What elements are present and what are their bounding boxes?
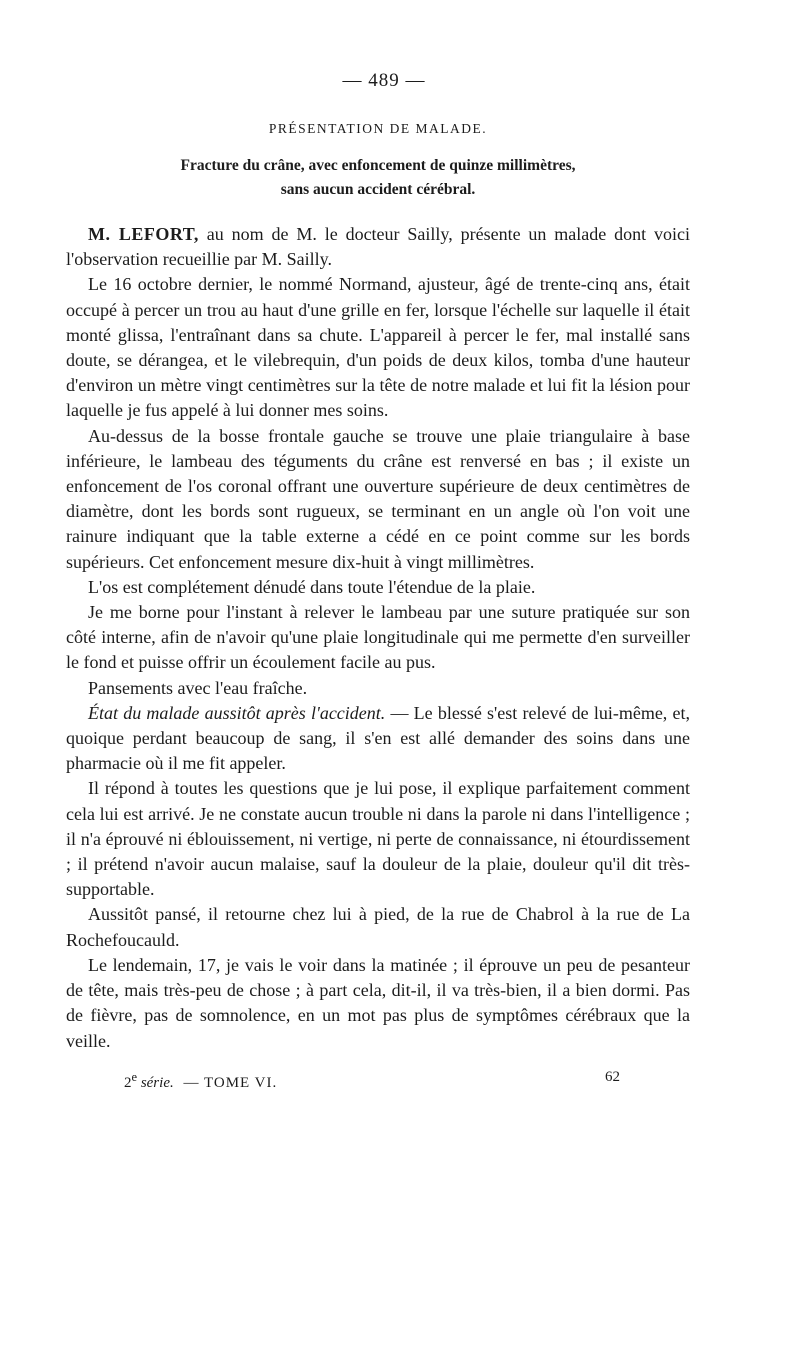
paragraph-1 (66, 222, 690, 272)
series-label (124, 1066, 277, 1094)
paragraph-8: Il répond à toutes les questions que je lui pose, il explique parfaitement comment cela lui est arrivé. Je ne constate aucun trouble ni dans la parole ni dans l'intelligence ; il n'a éprouvé ni éblouissement, ni vertige, ni perte de connaissance, ni étourdissement ; il prétend n'avoir aucun malaise, sauf la douleur de la plaie, douleur qu'il dit très-supportable. (66, 778, 690, 900)
paragraph-7 (66, 701, 690, 777)
section-heading: PRÉSENTATION DE MALADE. (268, 121, 488, 136)
article-title-line-1: Fracture du crâne, avec enfoncement de quinze millimètres, (180, 157, 576, 174)
article-title-line-2: sans aucun accident cérébral. (280, 181, 476, 198)
paragraph-9: Aussitôt pansé, il retourne chez lui à pied, de la rue de Chabrol à la rue de La Rochefoucauld. (66, 904, 690, 950)
article-title (66, 154, 690, 202)
body-text (66, 222, 690, 1054)
paragraph-5: Je me borne pour l'instant à relever le lambeau par une suture pratiquée sur son côté interne, afin de n'avoir qu'une plaie longitudinale qui me permette d'en surveiller le fond et puisse offrir un écoulement facile au pus. (66, 602, 690, 673)
paragraph-2: Le 16 octobre dernier, le nommé Normand, ajusteur, âgé de trente-cinq ans, était occupé à percer un trou au haut d'une grille en fer, lorsque l'échelle sur laquelle il était monté glissa, l'entraînant dans sa chute. L'appareil à percer le fer, mal installé sans doute, se dérangea, et le vilebrequin, d'un poids de deux kilos, tomba d'une hauteur d'environ un mètre vingt centimètres sur la tête de notre malade et lui fit la lésion pour laquelle je fus appelé à lui donner mes soins. (66, 274, 690, 421)
paragraph-3: Au-dessus de la bosse frontale gauche se trouve une plaie triangulaire à base inférieure, le lambeau des téguments du crâne est renversé en bas ; il existe un enfoncement de l'os coronal offrant une ouverture supérieure de deux centimètres de diamètre, dont les bords sont rugueux, se terminant en un angle où l'on voit une rainure indiquant que la table externe a cédé en ce point comme sur les bords supérieurs. Cet enfoncement mesure dix-huit à vingt millimètres. (66, 425, 690, 572)
page-footer (66, 1066, 690, 1094)
page-number: — 489 — (342, 70, 426, 91)
series-superscript: e (131, 1069, 138, 1084)
document-page (66, 66, 690, 1094)
series-word: série. (137, 1074, 174, 1091)
paragraph-7-text: — Le blessé s'est relevé de lui-même, et, quoique perdant beaucoup de sang, il s'en est allé demander des soins dans une pharmacie où il me fit appeler. (66, 702, 690, 774)
subsection-heading: État du malade aussitôt après l'accident. (88, 702, 386, 723)
paragraph-10: Le lendemain, 17, je vais le voir dans la matinée ; il éprouve un peu de pesanteur de tête, mais très-peu de chose ; à part cela, dit-il, il va très-bien, il a bien dormi. Pas de fièvre, pas de somnolence, en un mot pas plus de symptômes cérébraux que la veille. (66, 954, 690, 1051)
speaker-name: M. LEFORT, (88, 224, 199, 244)
paragraph-6: Pansements avec l'eau fraîche. (88, 677, 308, 698)
paragraph-4: L'os est complétement dénudé dans toute l'étendue de la plaie. (88, 576, 536, 597)
tome-label: — TOME VI. (183, 1074, 278, 1091)
paragraph-1-text: au nom de M. le docteur Sailly, présente un malade dont voici l'observation recueillie par M. Sailly. (66, 224, 690, 270)
signature-mark: 62 (605, 1068, 620, 1085)
series-number: 2 (124, 1074, 132, 1091)
